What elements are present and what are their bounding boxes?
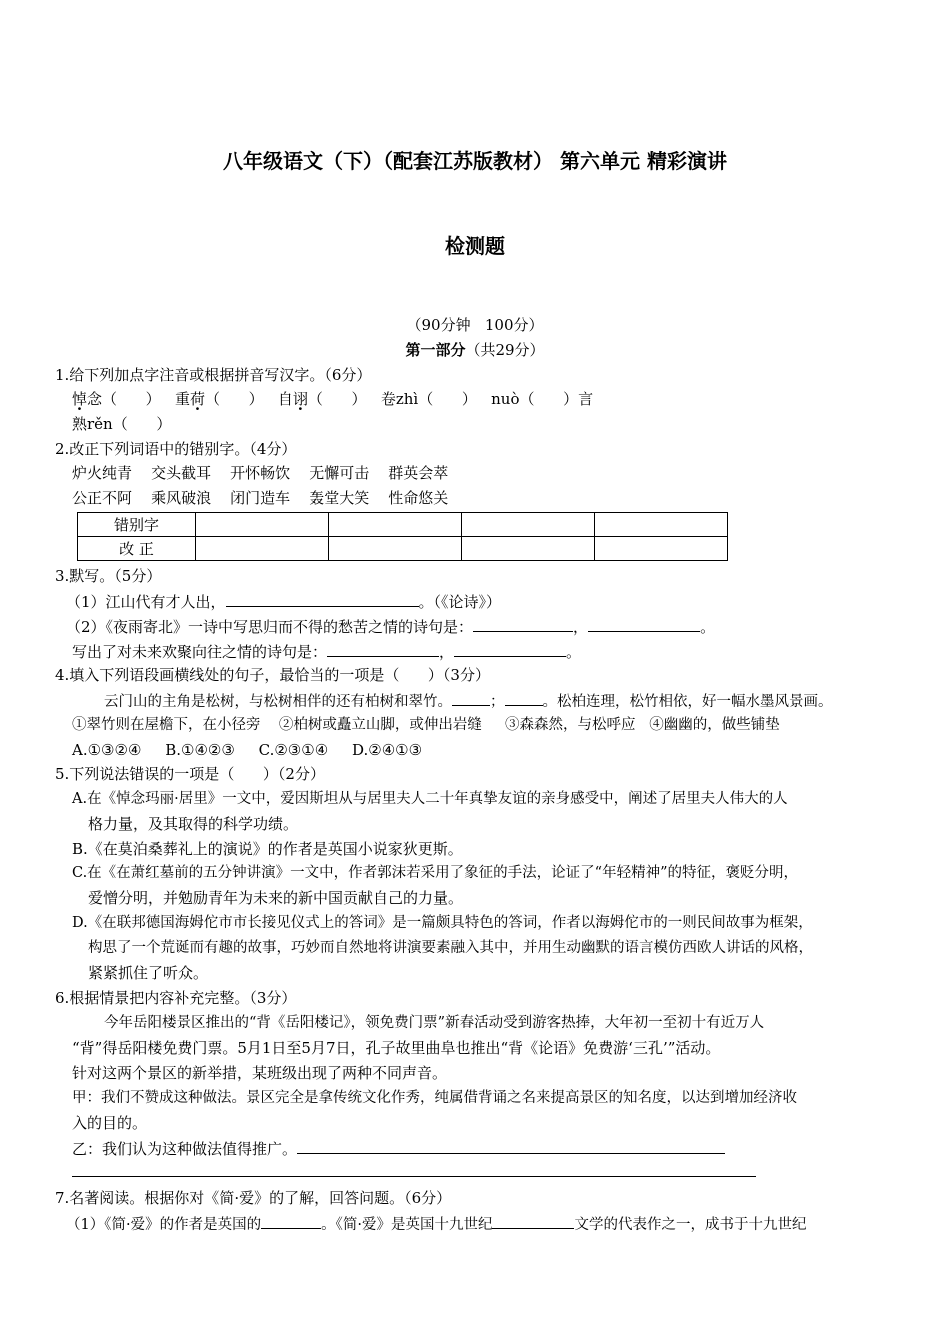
q5-option-a-line2: 格力量，及其取得的科学功绩。 [88,815,299,833]
dotted-char: 荷 [189,390,205,408]
answer-blank[interactable] [452,689,490,706]
q6-text: 乙：我们认为这种做法值得推广。 [72,1140,298,1158]
q5-option-b: B.《在莫泊桑葬礼上的演说》的作者是英国小说家狄更斯。 [72,840,463,858]
q1-item-5: nuò（ ）言 [491,390,594,408]
table-header-correct: 改 正 [78,537,196,561]
q1-item-2-a: 重 [174,390,190,408]
q2-words-row1: 炉火纯青 交头截耳 开怀畅饮 无懈可击 群英会萃 [72,464,449,482]
q6-paragraph-line2: “背”得岳阳楼免费门票。5月1日至5月7日，孔子故里曲阜也推出“背《论语》免费游‘三孔’”活动。 [72,1039,721,1057]
q6-paragraph-line6 [72,1137,725,1160]
q7-prompt: 7.名著阅读。根据你对《简·爱》的了解，回答问题。（6分） [55,1189,452,1207]
time-score: （90分钟 100分） [406,316,544,334]
q3-text: ， [439,643,455,661]
table-header-wrong: 错别字 [78,513,196,537]
answer-blank[interactable] [492,1212,574,1229]
q6-paragraph-line5: 入的目的。 [72,1114,148,1132]
q5-option-d-line2: 构思了一个荒诞而有趣的故事，巧妙而自然地将讲演要素融入其中，并用生动幽默的语言模仿西欧人讲话的风格， [88,940,813,956]
part-score: （共29分） [465,341,545,359]
page-subtitle: 检测题 [445,234,505,258]
q3-text: （2）《夜雨寄北》一诗中写思归而不得的愁苦之情的诗句是： [66,618,474,636]
answer-cell[interactable] [329,537,462,561]
q3-text: 写出了对未来欢聚向往之情的诗句是： [72,643,328,661]
q3-text: 。（《论诗》） [418,593,502,611]
q1-item-6: 熟rěn（ ） [72,415,172,433]
answer-blank[interactable] [226,590,419,607]
q3-line-3 [72,640,581,663]
q6-paragraph-line4: 甲：我们不赞成这种做法。景区完全是拿传统文化作秀，纯属借背诵之名来提高景区的知名度，以达到增加经济收 [72,1090,797,1106]
table-row [78,537,728,561]
q7-line-1 [66,1212,806,1236]
q5-option-c-line2: 爱憎分明，并勉励青年为未来的新中国贡献自己的力量。 [88,889,464,907]
q4-prompt: 4.填入下列语段画横线处的句子，最恰当的一项是（ ）（3分） [55,666,490,684]
q3-prompt: 3.默写。（5分） [55,567,162,585]
q3-text: 。 [700,618,716,636]
answer-cell[interactable] [329,513,462,537]
part-title: 第一部分 [405,341,466,359]
q5-option-d-line1: D.《在联邦德国海姆佗市市长接见仪式上的答词》是一篇颇具特色的答词，作者以海姆佗市的一则民间故事为框架， [72,915,813,931]
q1-items [72,388,593,410]
answer-cell[interactable] [196,537,329,561]
q1-item-3-b: （ ） [307,390,367,408]
q1-prompt: 1.给下列加点字注音或根据拼音写汉字。（6分） [55,366,372,384]
dotted-char: 悼 [72,390,88,408]
q4-text: ； [490,694,505,710]
q5-option-c-line1: C.在《在萧红墓前的五分钟讲演》一文中，作者郭沫若采用了象征的手法，论证了“年轻精神”的特征，褒贬分明， [72,865,799,881]
q5-prompt: 5.下列说法错误的一项是（ ）（2分） [55,765,325,783]
table-row [78,513,728,537]
answer-cell[interactable] [595,537,728,561]
q6-prompt: 6.根据情景把内容补充完整。（3分） [55,989,297,1007]
answer-blank[interactable] [473,615,573,632]
q2-prompt: 2.改正下列词语中的错别字。（4分） [55,440,297,458]
answer-line[interactable] [72,1176,756,1177]
correction-table [77,512,728,561]
q4-text: 。松柏连理，松竹相依，好一幅水墨风景画。 [542,694,833,710]
answer-blank[interactable] [327,640,439,657]
q6-paragraph-line1: 今年岳阳楼景区推出的“背《岳阳楼记》，领免费门票”新春活动受到游客热捧，大年初一至初十有近万人 [104,1015,765,1031]
q5-option-a-line1: A.在《悼念玛丽·居里》一文中，爱因斯坦从与居里夫人二十年真挚友谊的亲身感受中，阐述了居里夫人伟大的人 [72,791,788,807]
q7-text: （1）《简·爱》的作者是英国的 [66,1217,262,1233]
answer-cell[interactable] [595,513,728,537]
q4-text: 云门山的主角是松树，与松树相伴的还有柏树和翠竹。 [104,694,452,710]
answer-cell[interactable] [462,513,595,537]
dotted-char: 诩 [292,390,308,408]
q4-passage [104,689,833,713]
q7-text: 文学的代表作之一，成书于十九世纪 [574,1217,807,1233]
answer-blank[interactable] [588,615,700,632]
page-title: 八年级语文（下）（配套江苏版教材） 第六单元 精彩演讲 [223,149,727,173]
q6-paragraph-line3: 针对这两个景区的新举措，某班级出现了两种不同声音。 [72,1064,448,1082]
answer-blank[interactable] [297,1137,725,1154]
answer-blank[interactable] [454,640,566,657]
q5-option-d-line3: 紧紧抓住了听众。 [88,964,209,982]
answer-cell[interactable] [462,537,595,561]
part-heading [0,339,950,361]
q2-words-row2: 公正不阿 乘风破浪 闭门造车 轰堂大笑 性命悠关 [72,489,449,507]
q3-line-1 [66,590,501,613]
q3-text: （1）江山代有才人出， [66,593,226,611]
q7-text: 。《简·爱》是英国十九世纪 [321,1217,493,1233]
q3-text: ， [573,618,589,636]
q3-text: 。 [566,643,582,661]
q3-line-2 [66,615,715,638]
q1-item-3-a: 自 [277,390,293,408]
answer-blank[interactable] [505,689,543,706]
q1-item-2-b: （ ） [204,390,264,408]
answer-blank[interactable] [261,1212,321,1229]
answer-cell[interactable] [196,513,329,537]
q4-options: ①翠竹则在屋檐下，在小径旁 ②柏树或矗立山脚，或伸出岩缝 ③森森然，与松呼应 ④幽幽的，做些铺垫 [72,717,780,733]
q1-item-4: 卷zhì（ ） [380,390,477,408]
q1-item-1: 念（ ） [87,390,161,408]
q4-choices: A.①③②④ B.①④②③ C.②③①④ D.②④①③ [72,741,423,759]
